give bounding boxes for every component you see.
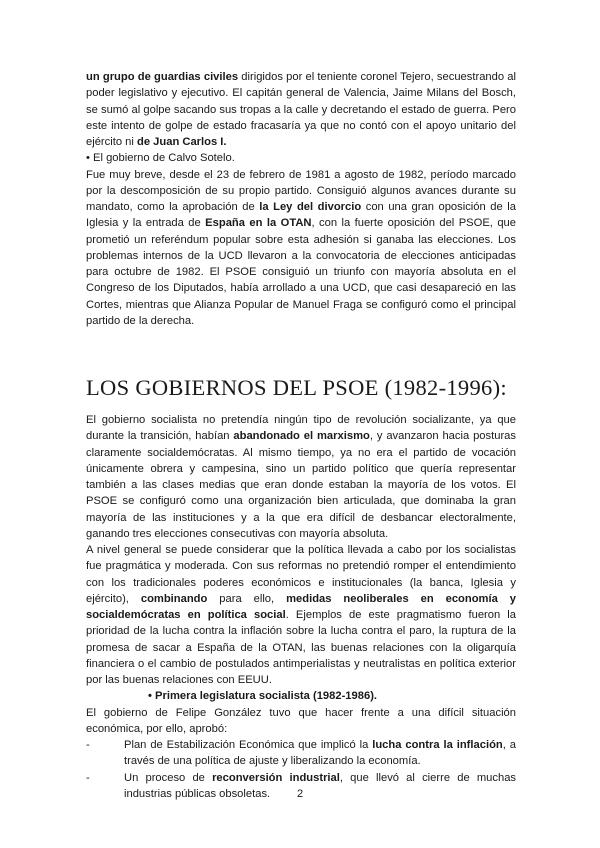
bold-text: lucha contra la inflación (372, 739, 503, 751)
dash-marker: - (86, 739, 90, 751)
document-page (86, 69, 516, 802)
paragraph-gobierno-socialista (86, 412, 516, 542)
text-run: dirigidos por el teniente coronel Tejero, secuestrando al poder legislativo y ejecutivo. El capitán general de Valencia, Jaime Milans del Bosch, se sumó al golpe sacando sus tropas a la calle y decretando el estado de guerra. Pero este intento de golpe de estado fracasaría ya que no contó con el apoyo unitario del ejército ni (86, 71, 517, 148)
text-run: , que llevó al cierre de muchas industrias públicas obsoletas. (124, 771, 517, 800)
text-run: , a través de una política de ajuste y liberalizando la economía. (124, 739, 517, 768)
text-run: Fue muy breve, desde el 23 de febrero de 1981 a agosto de 1982, período marcado por la descomposición de su propio partido. Consiguió algunos avances durante su mandato, como la aprobación de (86, 168, 516, 213)
dash-marker: - (86, 771, 90, 784)
bold-text: un grupo de guardias civiles (86, 71, 239, 83)
bold-text: la Ley del divorcio (259, 201, 362, 213)
paragraph-felipe-gonzalez: El gobierno de Felipe González tuvo que hacer frente a una difícil situación económica, por ello, aprobó: (86, 706, 516, 735)
bold-text: abandonado el marxismo (233, 430, 370, 443)
text-run: . Ejemplos de este pragmatismo fueron la prioridad de la lucha contra la inflación sobre la lucha contra el paro, la ruptura de la promesa de sacar a España de la OTAN, las buenas relaciones con la oligarquía financiera o el cambio de postulados antimperialistas y neutralistas en política exterior por las buenas relaciones con EEUU. (86, 609, 516, 686)
section-heading-psoe: LOS GOBIERNOS DEL PSOE (1982-1996): (86, 375, 507, 400)
bold-text: de Juan Carlos I. (137, 136, 227, 148)
bold-text: combinando (140, 592, 208, 605)
bullet-calvo-sotelo: • El gobierno de Calvo Sotelo. (86, 152, 235, 165)
bold-text: medidas neoliberales en economía y socialdemócratas en política social (86, 592, 516, 621)
paragraph-politica-general (86, 542, 516, 688)
subheading-primera-legislatura (86, 688, 516, 704)
text-run: Plan de Estabilización Económica que implicó la (124, 739, 373, 751)
text-run: Un proceso de (124, 771, 213, 784)
text-run: A nivel general se puede considerar que la política llevada a cabo por los socialistas fue pragmática y moderada. Con sus reformas no pretendió romper el entendimiento con los tradicionales poderes económicos e institucionales (la banca, Iglesia y ejército), (86, 544, 516, 605)
paragraph-golpe (86, 69, 516, 150)
bold-text: reconversión industrial (212, 771, 340, 784)
subheading-text: • Primera legislatura socialista (1982-1986). (148, 690, 378, 703)
text-run: para ello, (207, 592, 287, 605)
list-item-text (124, 737, 516, 770)
text-run: , con la fuerte oposición del PSOE, que prometió un referéndum popular sobre esta adhesión si ganaba las elecciones. Los problemas internos de la UCD llevaron a la convocatoria de elecciones anticipadas para octubre de 1982. El PSOE consiguió un triunfo con mayoría absoluta en el Congreso de los Diputados, había arrollado a una UCD, que casi desapareció en las Cortes, mientras que Alianza Popular de Manuel Fraga se configuró como el principal partido de la derecha. (86, 217, 517, 327)
page-number: 2 (296, 788, 304, 800)
list-item-estabilizacion (86, 737, 516, 770)
text-run: El gobierno socialista no pretendía ningún tipo de revolución socializante, ya que durante la transición, habían (86, 414, 516, 443)
text-run: con una gran oposición de la Iglesia y la entrada de (86, 201, 516, 230)
paragraph-calvo-sotelo (86, 167, 516, 330)
bold-text: España en la OTAN (205, 217, 312, 230)
text-run: , y avanzaron hacia posturas claramente socialdemócratas. Al mismo tiempo, ya no era el partido de vocación únicamente obrera y campesina, sino un partido político que quería representar también a las clases medias que eran donde estaban la mayoría de los votos. El PSOE se configuró como una organización bien articulada, que dominaba la gran mayoría de las instituciones y a la que era difícil de desbancar electoralmente, ganando tres elecciones consecutivas con mayoría absoluta. (86, 430, 516, 540)
